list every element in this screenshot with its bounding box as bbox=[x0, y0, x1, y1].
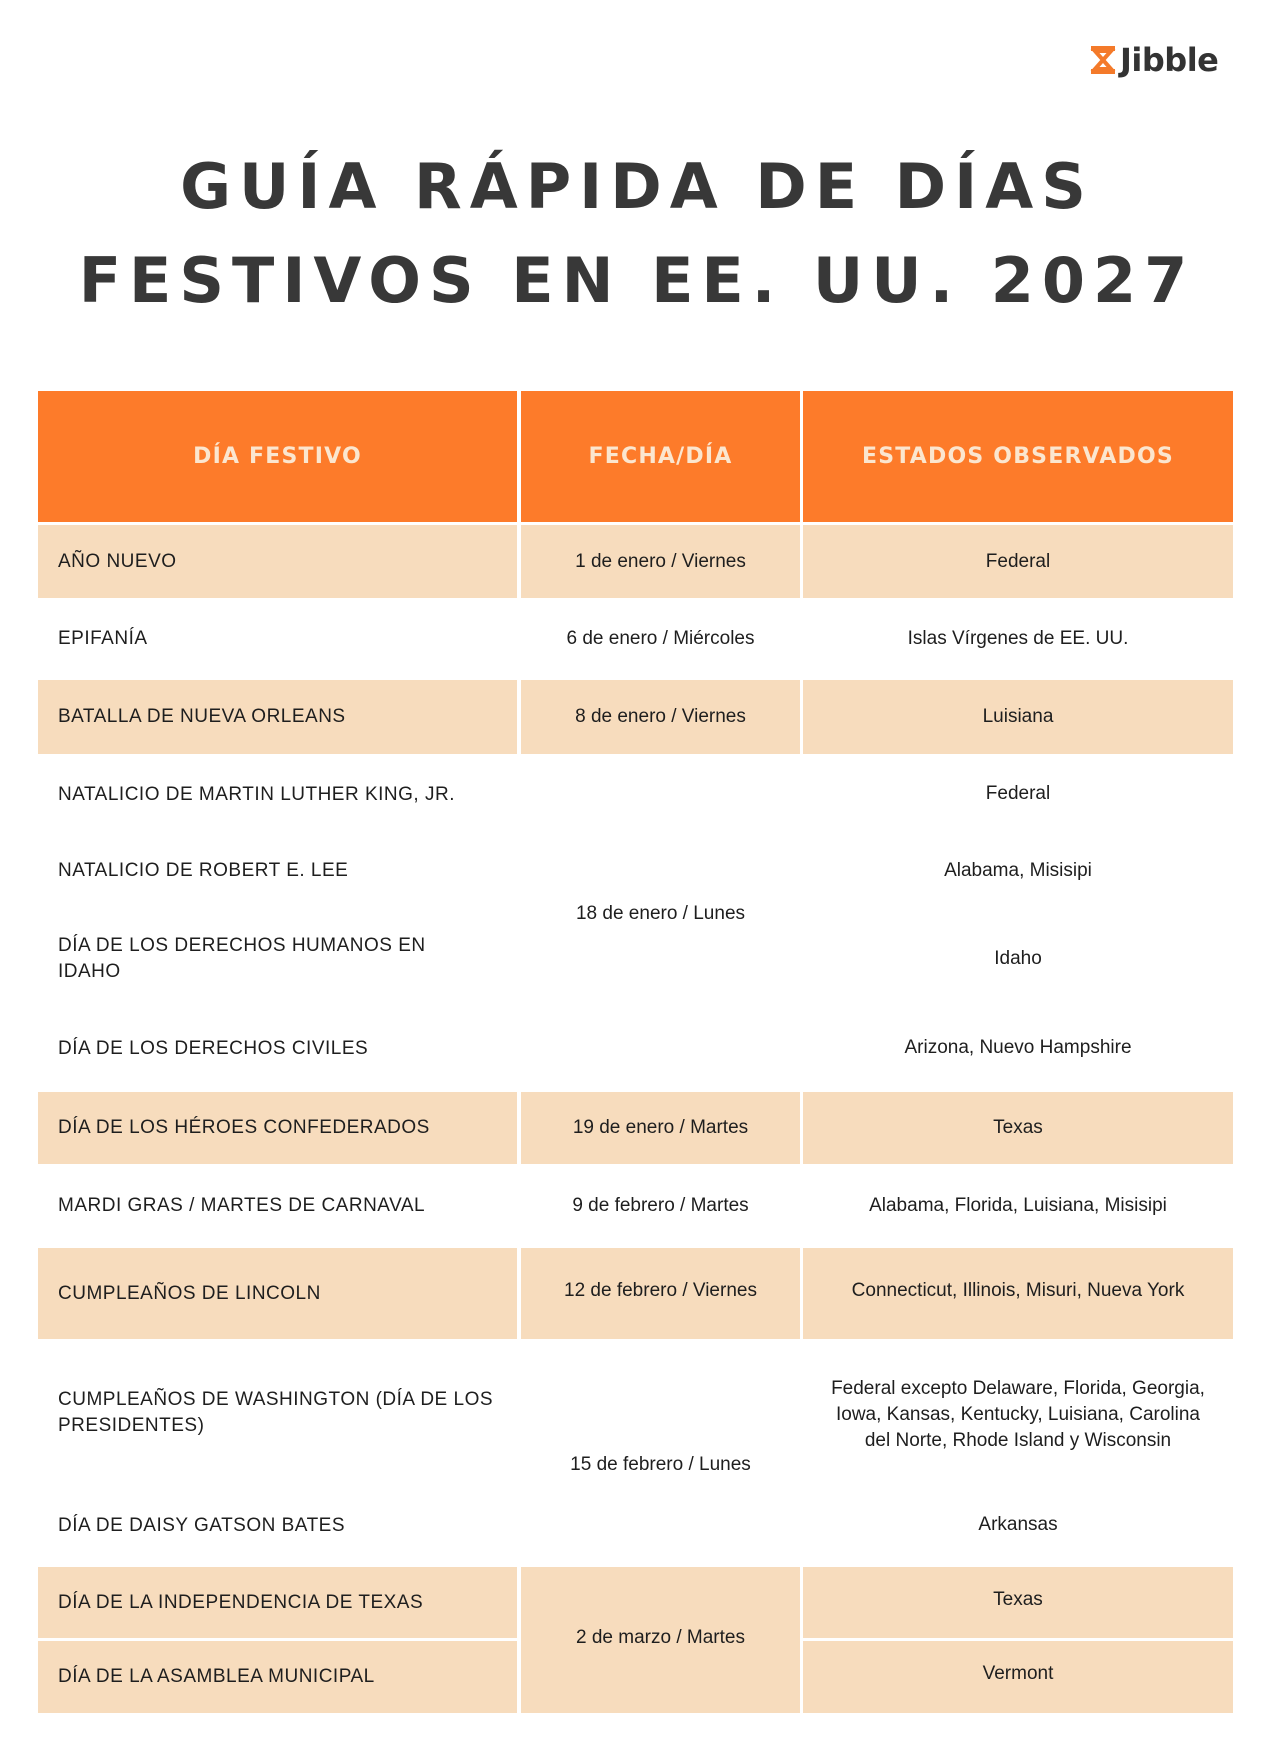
states-cell: Alabama, Misisipi bbox=[803, 833, 1233, 909]
states-cell: Arkansas bbox=[803, 1487, 1233, 1562]
states-cell: Federal bbox=[803, 757, 1233, 831]
holiday-cell: NATALICIO DE ROBERT E. LEE bbox=[38, 833, 517, 909]
states-cell: Federal bbox=[803, 525, 1233, 598]
title-line-1: GUÍA RÁPIDA DE DÍAS bbox=[180, 150, 1094, 223]
holiday-cell: DÍA DE LOS HÉROES CONFEDERADOS bbox=[38, 1092, 517, 1164]
date-cell: 1 de enero / Viernes bbox=[521, 525, 800, 598]
states-cell: Islas Vírgenes de EE. UU. bbox=[803, 600, 1233, 677]
states-cell: Texas bbox=[803, 1092, 1233, 1164]
states-cell: Texas bbox=[803, 1567, 1233, 1638]
holiday-cell: DÍA DE LA ASAMBLEA MUNICIPAL bbox=[38, 1641, 517, 1713]
holiday-cell: NATALICIO DE MARTIN LUTHER KING, JR. bbox=[38, 757, 517, 833]
date-cell: 19 de enero / Martes bbox=[521, 1092, 800, 1164]
holiday-cell: DÍA DE DAISY GATSON BATES bbox=[38, 1487, 517, 1564]
states-cell: Connecticut, Illinois, Misuri, Nueva York bbox=[803, 1248, 1233, 1339]
states-cell: Alabama, Florida, Luisiana, Misisipi bbox=[803, 1166, 1233, 1245]
title-line-2: FESTIVOS EN EE. UU. 2027 bbox=[78, 244, 1196, 317]
logo-wordmark: Jibble bbox=[1120, 41, 1219, 79]
holiday-cell: CUMPLEAÑOS DE WASHINGTON (DÍA DE LOS PRESIDENTES) bbox=[38, 1342, 508, 1487]
holiday-cell: MARDI GRAS / MARTES DE CARNAVAL bbox=[38, 1166, 517, 1245]
states-cell: Federal excepto Delaware, Florida, Georgia, Iowa, Kansas, Kentucky, Luisiana, Carolina del Norte, Rhode Island y Wisconsin bbox=[808, 1342, 1228, 1487]
date-cell-merged: 2 de marzo / Martes bbox=[521, 1567, 800, 1713]
date-cell-merged: 15 de febrero / Lunes bbox=[521, 1342, 800, 1564]
column-header-states: ESTADOS OBSERVADOS bbox=[803, 391, 1233, 522]
states-cell: Arizona, Nuevo Hampshire bbox=[803, 1009, 1233, 1087]
date-cell: 9 de febrero / Martes bbox=[521, 1166, 800, 1245]
holiday-cell: DÍA DE LA INDEPENDENCIA DE TEXAS bbox=[38, 1567, 517, 1638]
states-cell: Vermont bbox=[803, 1641, 1233, 1713]
holiday-cell: BATALLA DE NUEVA ORLEANS bbox=[38, 680, 517, 754]
holiday-cell: DÍA DE LOS DERECHOS CIVILES bbox=[38, 1009, 517, 1089]
date-cell: 6 de enero / Miércoles bbox=[521, 600, 800, 677]
date-cell-merged: 18 de enero / Lunes bbox=[521, 757, 800, 1089]
states-cell: Idaho bbox=[803, 909, 1233, 1009]
column-header-date: FECHA/DÍA bbox=[521, 391, 800, 522]
column-header-holiday: DÍA FESTIVO bbox=[38, 391, 517, 522]
hourglass-icon bbox=[1090, 45, 1116, 75]
jibble-logo bbox=[1090, 40, 1218, 80]
states-cell: Luisiana bbox=[803, 680, 1233, 754]
holiday-cell: DÍA DE LOS DERECHOS HUMANOS EN IDAHO bbox=[38, 909, 458, 1009]
page-title bbox=[0, 140, 1274, 328]
date-cell: 8 de enero / Viernes bbox=[521, 680, 800, 754]
holiday-cell: AÑO NUEVO bbox=[38, 525, 517, 598]
holiday-cell: CUMPLEAÑOS DE LINCOLN bbox=[38, 1248, 517, 1339]
date-cell: 12 de febrero / Viernes bbox=[521, 1248, 800, 1339]
holiday-cell: EPIFANÍA bbox=[38, 600, 517, 677]
